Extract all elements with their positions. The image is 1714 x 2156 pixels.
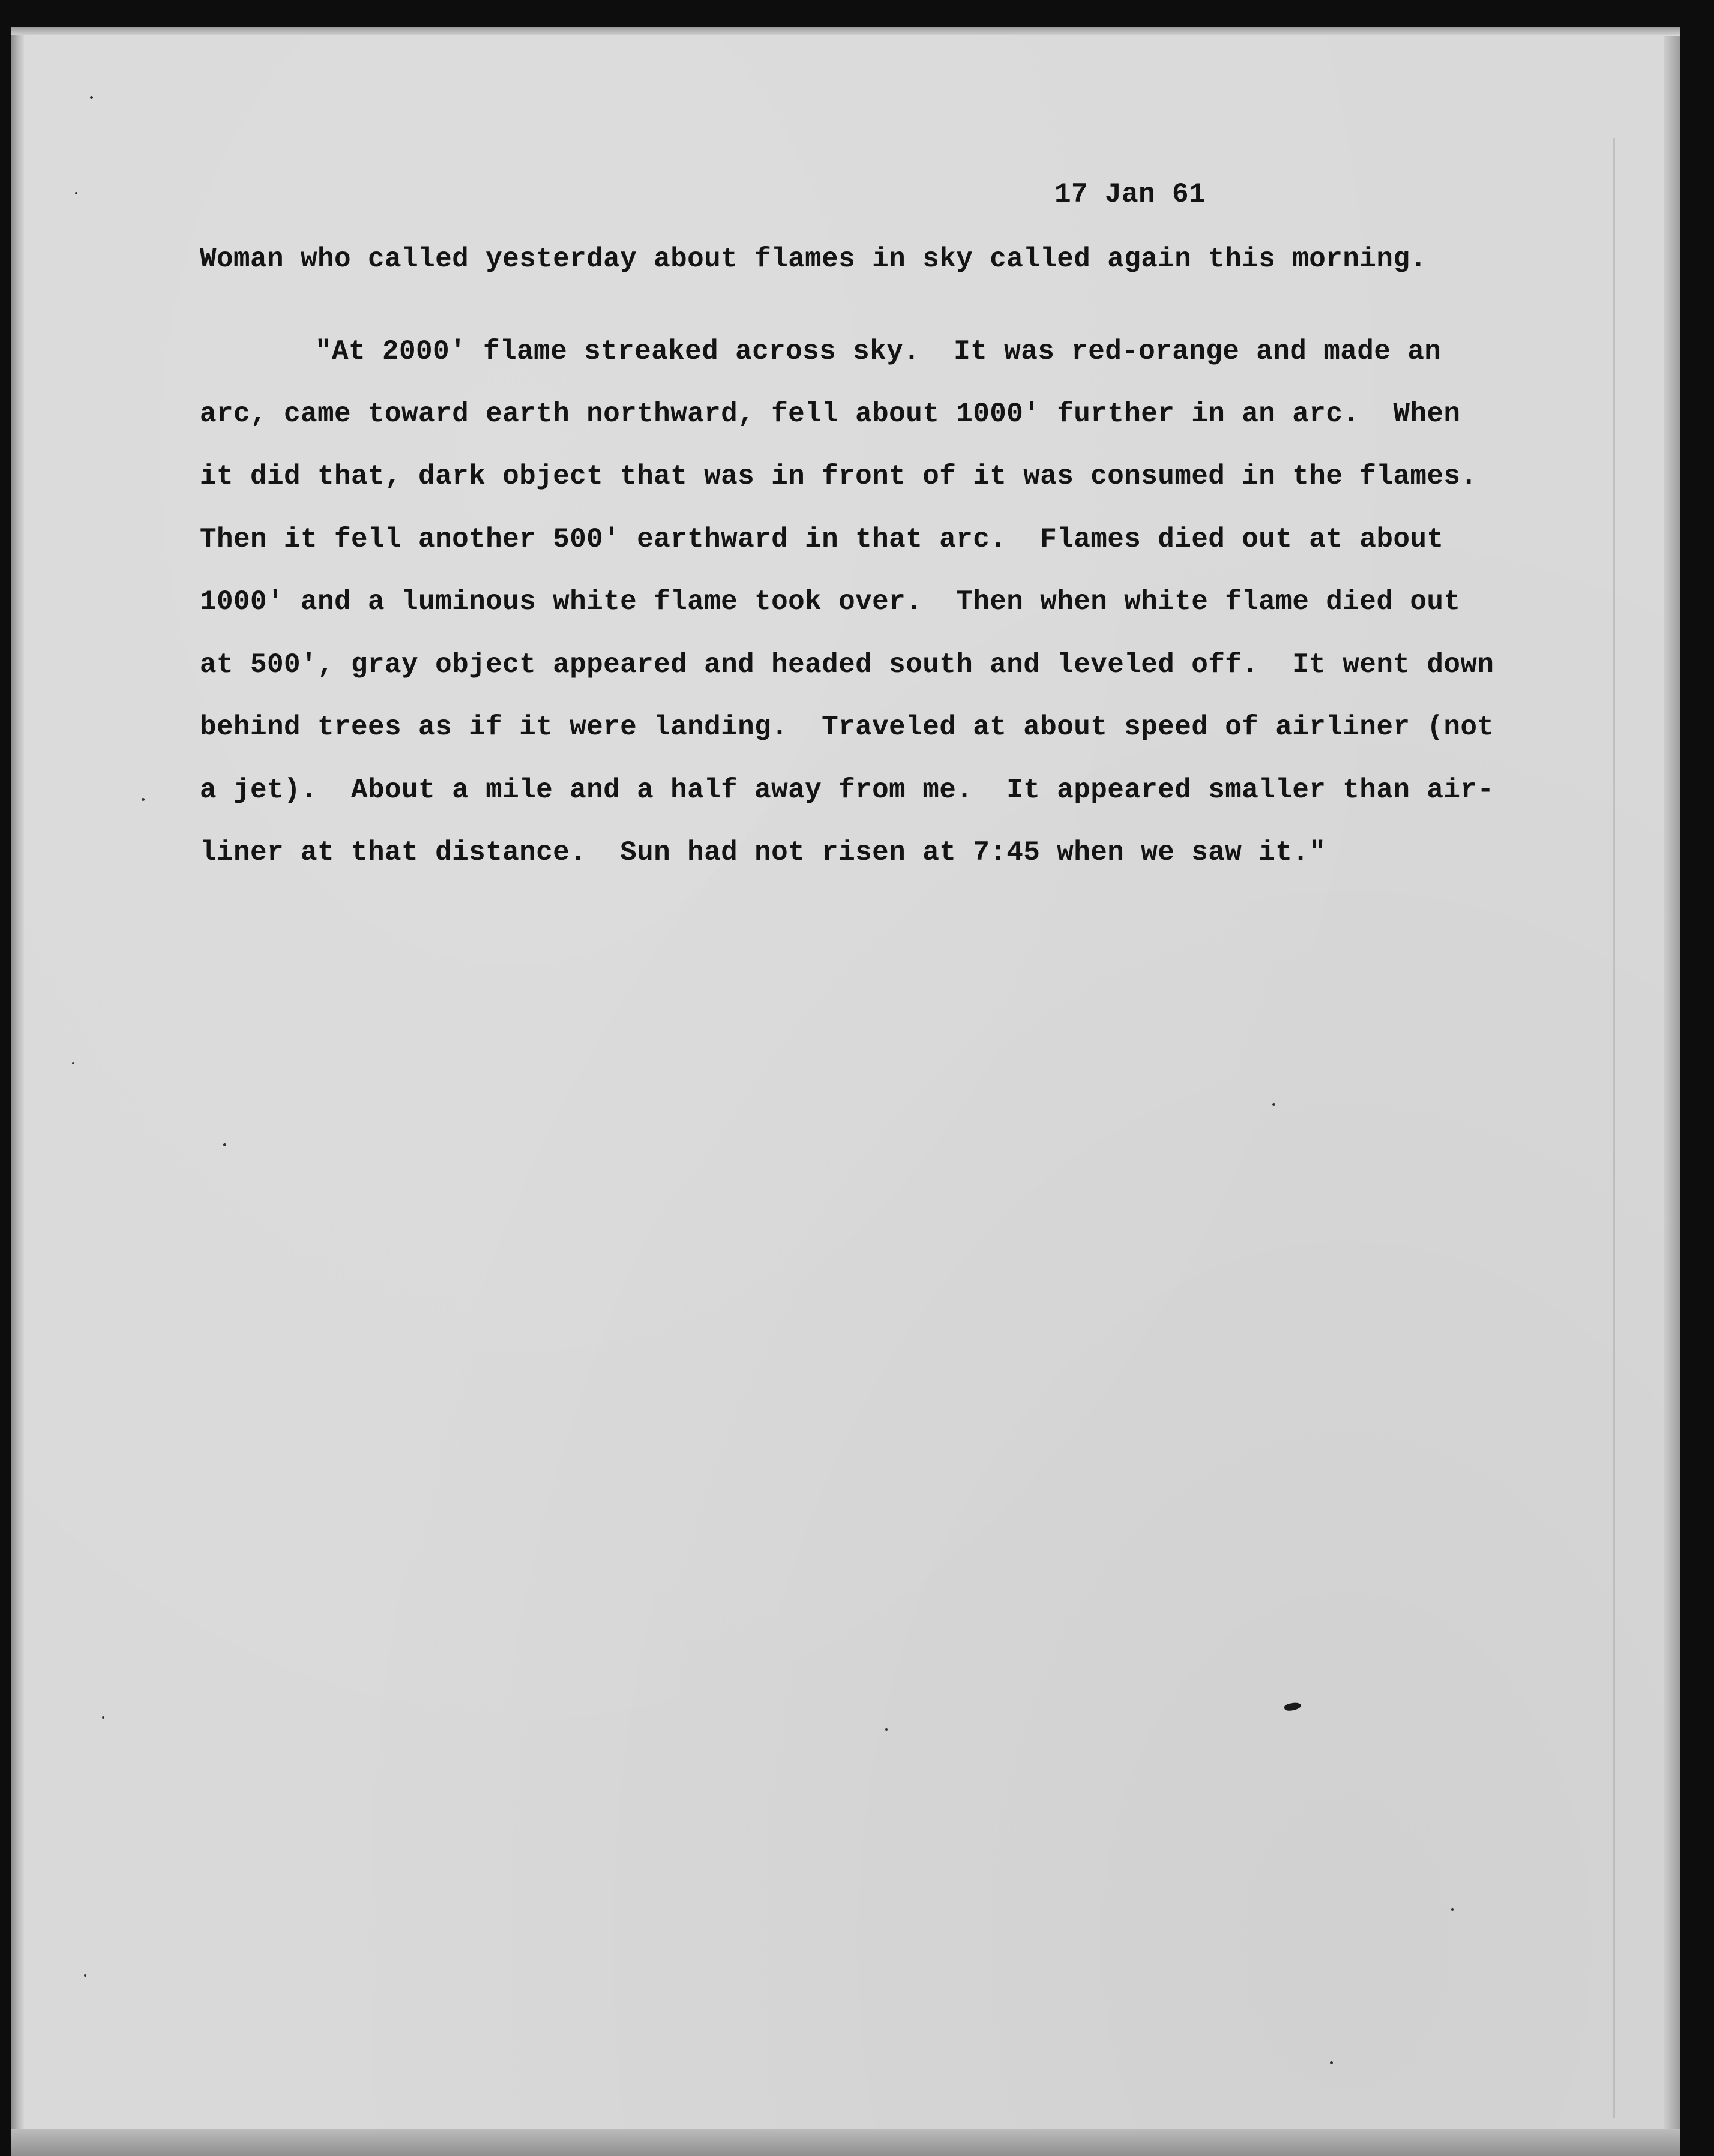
dust-speck — [223, 1143, 226, 1146]
dust-speck — [1330, 2061, 1333, 2064]
page-top-edge — [11, 27, 1680, 35]
quote-line: 1000' and a luminous white flame took over. Then when white flame died out — [200, 586, 1461, 617]
page-bottom-edge — [11, 2129, 1680, 2156]
quote-line: "At 2000' flame streaked across sky. It was red-orange and made an — [315, 336, 1442, 367]
page-left-edge — [11, 27, 24, 2156]
document-date: 17 Jan 61 — [1054, 179, 1206, 210]
dust-speck — [1272, 1103, 1275, 1106]
quote-line: Then it fell another 500' earthward in that arc. Flames died out at about — [200, 524, 1444, 555]
dust-speck — [72, 1062, 74, 1064]
dust-speck — [102, 1716, 104, 1719]
quote-line: it did that, dark object that was in front of it was consumed in the flames. — [200, 461, 1478, 492]
quote-line: arc, came toward earth northward, fell about 1000' further in an arc. When — [200, 398, 1461, 430]
dust-speck — [885, 1728, 888, 1731]
quote-line: liner at that distance. Sun had not risen at 7:45 when we saw it." — [200, 837, 1326, 868]
dust-speck — [90, 96, 93, 99]
quote-line: at 500', gray object appeared and headed south and leveled off. It went down — [200, 649, 1494, 680]
quote-line: behind trees as if it were landing. Traveled at about speed of airliner (not — [200, 712, 1494, 743]
dust-speck — [75, 192, 77, 194]
page-right-edge — [1664, 36, 1680, 2156]
dust-speck — [1451, 1908, 1454, 1911]
dust-speck — [142, 798, 145, 801]
dust-speck — [84, 1974, 86, 1977]
quote-line: a jet). About a mile and a half away from me. It appeared smaller than air- — [200, 775, 1494, 806]
intro-sentence: Woman who called yesterday about flames in sky called again this morning. — [200, 244, 1427, 275]
page-crease — [1613, 138, 1615, 2118]
